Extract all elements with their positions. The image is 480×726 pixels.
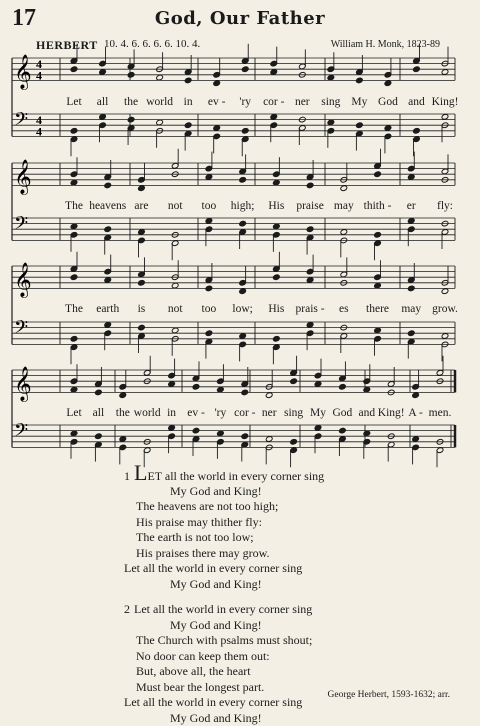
verse-number: 1 (124, 469, 130, 483)
note-head (217, 386, 225, 393)
note-head (138, 185, 146, 192)
note-head (205, 330, 213, 337)
lyric-syllable: and (358, 407, 376, 419)
note-head (407, 285, 415, 292)
hymn-title: God, Our Father (154, 8, 326, 29)
lyric-syllable: Let (66, 407, 82, 419)
note-head (412, 392, 420, 399)
lyric-syllable: My (310, 407, 326, 419)
note-head (184, 77, 192, 84)
lyric-syllable: sing (284, 407, 304, 419)
note-head (104, 322, 112, 329)
note-head (70, 223, 78, 230)
lyric-syllable: God (378, 96, 398, 108)
note-head (119, 392, 127, 399)
note-head (241, 128, 249, 135)
note-head (138, 324, 146, 331)
lyric-syllable: world (146, 96, 174, 108)
time-signature-bottom: 4 (36, 68, 42, 83)
note-head (171, 327, 179, 334)
note-head (99, 114, 107, 121)
verse-line: No door can keep them out: (136, 648, 270, 663)
note-head (70, 274, 78, 281)
lyric-syllable: not (167, 200, 183, 212)
verse-line: My God and King! (170, 483, 262, 498)
lyric-syllable: The (65, 200, 83, 212)
note-head (156, 119, 164, 126)
note-head (104, 277, 112, 284)
verse-line: The Church with psalms must shout; (136, 633, 313, 647)
lyric-syllable: there (366, 303, 390, 315)
note-head (265, 392, 273, 399)
note-head (270, 69, 278, 76)
lyric-syllable: all (96, 96, 109, 108)
verse-line: My God and King! (170, 576, 262, 591)
verse-line: My God and King! (170, 710, 262, 725)
composer: William H. Monk, 1823-89 (330, 39, 440, 50)
verse-line: Let all the world in every corner sing (124, 695, 303, 709)
verse-line: Let all the world in every corner sing (124, 561, 303, 575)
lyric-syllable: low; (232, 303, 253, 315)
hymn-number: 17 (12, 5, 36, 31)
bass-clef-icon: 𝄢 (14, 109, 29, 135)
note-head (363, 386, 371, 393)
lyric-syllable: high; (230, 200, 255, 212)
lyric-syllable: 'ry (214, 407, 227, 419)
lyric-syllable: in (167, 407, 177, 419)
note-head (95, 389, 103, 396)
bass-clef-icon: 𝄢 (14, 213, 29, 239)
tune-name: HERBERT (36, 38, 98, 52)
note-head (384, 80, 392, 87)
note-head (127, 116, 135, 123)
note-head (306, 277, 314, 284)
lyric-syllable: are (134, 200, 149, 212)
lyric-syllable: fly: (437, 200, 453, 212)
verse-line: 1LET all the world in every corner sing (124, 460, 325, 485)
note-head (441, 69, 449, 76)
note-head (239, 177, 247, 184)
verse-line: The heavens are not too high; (136, 499, 279, 513)
lyric-syllable: men. (428, 407, 452, 419)
lyric-syllable: King! (377, 407, 405, 419)
lyric-syllable: es (339, 303, 349, 315)
verse-line: 2Let all the world in every corner sing (124, 602, 313, 616)
lyric-syllable: 'ry (239, 96, 252, 108)
lyric-syllable: ner (294, 96, 310, 108)
treble-clef-icon: 𝄞 (14, 262, 32, 298)
note-head (340, 229, 348, 236)
drop-cap: L (134, 460, 148, 485)
lyric-syllable: the (115, 407, 130, 419)
lyric-syllable: heavens (89, 200, 127, 212)
lyric-syllable: God (332, 407, 353, 419)
note-head (363, 430, 371, 437)
note-head (306, 226, 314, 233)
note-head (70, 128, 78, 135)
lyric-syllable: The (65, 303, 83, 315)
lyric-syllable: and (408, 96, 425, 108)
lyric-syllable: not (167, 303, 183, 315)
meter: 10. 4. 6. 6. 6. 6. 10. 4. (104, 38, 201, 50)
note-head (239, 220, 247, 227)
note-head (340, 185, 348, 192)
note-head (241, 389, 249, 396)
note-head (127, 72, 135, 79)
lyric-syllable: A - (408, 407, 423, 419)
note-head (213, 80, 221, 87)
verse-line: His praise may thither fly: (136, 514, 262, 529)
note-head (168, 381, 176, 388)
note-head (95, 433, 103, 440)
bass-clef-icon: 𝄢 (14, 317, 29, 343)
note-head (374, 232, 382, 239)
lyric-syllable: King! (431, 96, 459, 108)
note-head (70, 386, 78, 393)
note-head (273, 336, 281, 343)
lyric-syllable: cor - (234, 407, 256, 419)
verse-line: The earth is not too low; (136, 530, 254, 544)
verse-line: My God and King! (170, 617, 262, 632)
treble-clef-icon: 𝄞 (14, 366, 32, 402)
note-head (412, 436, 420, 443)
note-head (306, 322, 314, 329)
note-head (70, 66, 78, 73)
note-head (374, 282, 382, 289)
note-head (138, 280, 146, 287)
note-head (356, 122, 364, 129)
attribution: George Herbert, 1593-1632; arr. (327, 690, 450, 700)
note-head (273, 223, 281, 230)
note-head (339, 427, 347, 434)
lyric-syllable: all (92, 407, 105, 419)
lyric-syllable: earth (96, 303, 120, 315)
note-head (241, 433, 249, 440)
note-head (70, 336, 78, 343)
note-head (239, 288, 247, 295)
note-head (413, 128, 421, 135)
verse-number: 2 (124, 602, 130, 616)
lyric-syllable: sing (321, 96, 341, 108)
time-signature-bottom: 4 (36, 124, 42, 139)
note-head (314, 425, 322, 432)
note-head (270, 114, 278, 121)
note-head (306, 182, 314, 189)
lyric-syllable: may (401, 303, 422, 315)
note-head (192, 384, 200, 391)
note-head (407, 330, 415, 337)
note-head (273, 179, 281, 186)
bass-clef-icon: 𝄢 (14, 420, 29, 446)
note-head (156, 74, 164, 81)
lyric-syllable: world (133, 407, 161, 419)
lyric-syllable: My (351, 96, 368, 108)
verse-line: Must bear the longest part. (136, 679, 265, 694)
lyric-syllable: too (201, 200, 217, 212)
treble-clef-icon: 𝄞 (14, 159, 32, 195)
note-head (205, 174, 213, 181)
note-head (192, 427, 200, 434)
lyric-syllable: grow. (432, 303, 458, 315)
note-head (241, 66, 249, 73)
lyric-syllable: too (201, 303, 217, 315)
verse-line: But, above all, the heart (136, 664, 251, 678)
note-head (138, 229, 146, 236)
note-head (314, 381, 322, 388)
note-head (119, 436, 127, 443)
note-head (205, 218, 213, 225)
lyric-syllable: His (268, 303, 285, 315)
note-head (290, 378, 298, 385)
note-head (441, 114, 449, 121)
note-head (441, 333, 449, 340)
lyric-syllable: ner (261, 407, 277, 419)
note-head (213, 125, 221, 132)
note-head (374, 171, 382, 178)
lyric-syllable: er (406, 200, 416, 212)
note-head (407, 174, 415, 181)
note-head (441, 288, 449, 295)
note-head (205, 285, 213, 292)
lyric-syllable: cor - (263, 96, 285, 108)
verse-line: His praises there may grow. (136, 545, 270, 560)
lyric-syllable: in (183, 96, 193, 108)
lyric-syllable: ev - (187, 407, 205, 419)
note-head (217, 430, 225, 437)
note-head (168, 425, 176, 432)
time-signature-top: 4 (36, 113, 42, 128)
note-head (407, 218, 415, 225)
note-head (327, 119, 335, 126)
treble-clef-icon: 𝄞 (14, 54, 32, 90)
time-signature-top: 4 (36, 57, 42, 72)
note-head (70, 430, 78, 437)
note-head (327, 74, 335, 81)
note-head (70, 179, 78, 186)
lyric-syllable: may (333, 200, 354, 212)
note-head (413, 66, 421, 73)
lyric-syllable: ev - (207, 96, 226, 108)
lyric-syllable: Let (66, 96, 82, 108)
note-head (356, 77, 364, 84)
note-head (265, 436, 273, 443)
note-head (104, 226, 112, 233)
lyric-syllable: thith - (363, 200, 392, 212)
note-head (171, 282, 179, 289)
lyric-syllable: is (137, 303, 146, 315)
note-head (339, 384, 347, 391)
note-head (374, 327, 382, 334)
note-head (273, 274, 281, 281)
note-head (239, 333, 247, 340)
lyric-syllable: prais - (295, 303, 325, 315)
note-head (104, 182, 112, 189)
lyric-syllable: His (268, 200, 285, 212)
lyric-syllable: praise (296, 200, 324, 212)
note-head (290, 439, 298, 446)
note-head (184, 122, 192, 129)
lyric-syllable: the (124, 96, 139, 108)
note-head (384, 125, 392, 132)
note-head (99, 69, 107, 76)
